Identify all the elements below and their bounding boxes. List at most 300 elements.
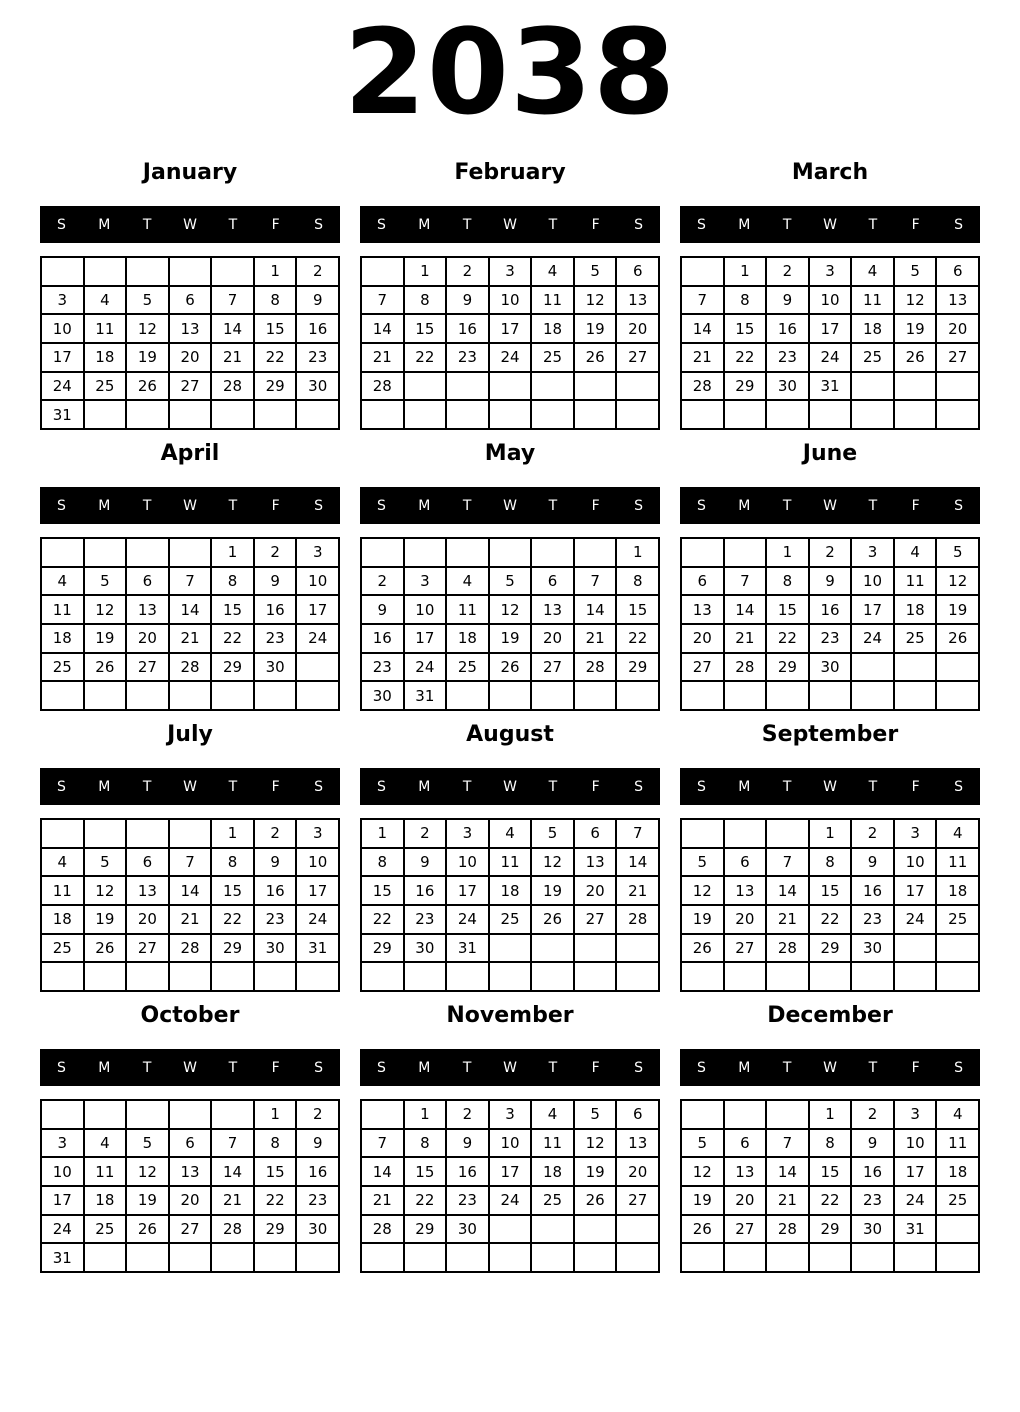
day-cell: 15 — [404, 1157, 447, 1186]
month-name: June — [802, 441, 858, 466]
day-cell: 8 — [616, 567, 659, 596]
day-cell — [724, 538, 767, 567]
weekday-label: F — [271, 778, 280, 795]
day-cell — [296, 400, 339, 429]
day-cell: 12 — [894, 286, 937, 315]
day-cell: 22 — [254, 1186, 297, 1215]
weekday-label: S — [634, 497, 644, 514]
day-cell: 8 — [211, 848, 254, 877]
day-cell: 17 — [296, 876, 339, 905]
day-cell: 7 — [211, 286, 254, 315]
month-name: October — [140, 1003, 240, 1028]
day-cell: 26 — [574, 1186, 617, 1215]
day-cell: 7 — [681, 286, 724, 315]
day-cell — [361, 962, 404, 991]
day-cell — [616, 1243, 659, 1272]
weekday-label: T — [548, 1059, 558, 1076]
weekday-label: S — [696, 1059, 706, 1076]
weekday-label: M — [418, 216, 431, 233]
day-cell — [126, 400, 169, 429]
day-cell: 5 — [574, 257, 617, 286]
day-cell: 19 — [574, 314, 617, 343]
day-cell: 24 — [894, 905, 937, 934]
day-cell — [126, 1243, 169, 1272]
day-cell: 30 — [361, 681, 404, 710]
day-cell: 4 — [936, 1100, 979, 1129]
weekday-label: T — [548, 497, 558, 514]
day-cell — [531, 681, 574, 710]
day-cell: 12 — [84, 595, 127, 624]
weekday-label: S — [634, 778, 644, 795]
day-cell: 31 — [296, 934, 339, 963]
weekday-label: T — [868, 497, 878, 514]
day-cell: 19 — [681, 1186, 724, 1215]
day-cell: 18 — [531, 314, 574, 343]
day-cell: 19 — [894, 314, 937, 343]
day-cell: 24 — [894, 1186, 937, 1215]
month-calendar — [40, 159, 340, 430]
day-cell: 12 — [574, 286, 617, 315]
day-cell: 10 — [894, 848, 937, 877]
day-cell: 24 — [489, 1186, 532, 1215]
day-cell: 5 — [681, 848, 724, 877]
day-cell — [169, 819, 212, 848]
day-cell: 10 — [851, 567, 894, 596]
day-cell: 2 — [404, 819, 447, 848]
day-cell — [936, 1215, 979, 1244]
day-cell — [616, 400, 659, 429]
day-cell: 17 — [489, 314, 532, 343]
day-cell: 1 — [254, 257, 297, 286]
day-cell: 26 — [894, 343, 937, 372]
day-cell: 5 — [894, 257, 937, 286]
day-cell: 8 — [766, 567, 809, 596]
day-cell: 6 — [724, 848, 767, 877]
day-cell — [766, 1243, 809, 1272]
day-cell: 14 — [766, 1157, 809, 1186]
day-cell: 26 — [84, 653, 127, 682]
day-cell: 4 — [84, 1129, 127, 1158]
day-cell: 15 — [766, 595, 809, 624]
day-cell — [169, 538, 212, 567]
day-cell — [681, 681, 724, 710]
day-cell: 15 — [361, 876, 404, 905]
day-cell: 21 — [766, 905, 809, 934]
weekday-label: W — [823, 216, 837, 233]
day-cell: 16 — [446, 314, 489, 343]
day-cell: 11 — [531, 1129, 574, 1158]
day-cell — [766, 681, 809, 710]
weekday-label: T — [228, 778, 238, 795]
weekday-label: S — [56, 778, 66, 795]
day-cell: 25 — [851, 343, 894, 372]
day-cell — [41, 538, 84, 567]
day-cell: 22 — [809, 905, 852, 934]
day-cell: 17 — [404, 624, 447, 653]
day-cell — [724, 819, 767, 848]
day-cell — [766, 819, 809, 848]
day-cell: 27 — [531, 653, 574, 682]
day-cell: 30 — [254, 934, 297, 963]
day-cell: 12 — [126, 1157, 169, 1186]
day-cell: 28 — [361, 372, 404, 401]
day-cell: 7 — [616, 819, 659, 848]
day-cell: 21 — [169, 905, 212, 934]
weekday-label: T — [868, 216, 878, 233]
weekday-label: F — [271, 497, 280, 514]
day-cell — [766, 962, 809, 991]
month-name: January — [142, 160, 238, 185]
day-cell — [446, 1243, 489, 1272]
day-cell: 7 — [169, 567, 212, 596]
weekday-label: S — [376, 778, 386, 795]
day-cell: 4 — [531, 1100, 574, 1129]
day-cell: 11 — [531, 286, 574, 315]
day-cell — [894, 962, 937, 991]
day-cell: 15 — [211, 595, 254, 624]
day-cell: 12 — [574, 1129, 617, 1158]
day-cell: 22 — [404, 343, 447, 372]
day-cell — [894, 400, 937, 429]
weekday-header-row — [360, 768, 660, 805]
day-cell: 12 — [936, 567, 979, 596]
day-cell — [169, 1100, 212, 1129]
day-cell: 22 — [211, 905, 254, 934]
day-cell: 6 — [169, 286, 212, 315]
day-cell: 17 — [851, 595, 894, 624]
weekday-label: F — [271, 1059, 280, 1076]
day-cell: 16 — [851, 1157, 894, 1186]
day-cell: 27 — [574, 905, 617, 934]
day-cell: 9 — [766, 286, 809, 315]
weekday-label: T — [462, 497, 472, 514]
day-cell: 20 — [936, 314, 979, 343]
day-cell: 19 — [531, 876, 574, 905]
day-cell — [361, 1243, 404, 1272]
day-cell: 14 — [169, 876, 212, 905]
day-cell: 2 — [766, 257, 809, 286]
day-cell: 5 — [126, 1129, 169, 1158]
day-cell — [169, 1243, 212, 1272]
day-cell: 28 — [169, 653, 212, 682]
month-name: May — [484, 441, 536, 466]
day-cell: 3 — [296, 819, 339, 848]
day-cell: 23 — [446, 343, 489, 372]
day-cell — [211, 681, 254, 710]
day-cell: 2 — [809, 538, 852, 567]
weekday-header-row — [360, 487, 660, 524]
day-cell: 20 — [169, 343, 212, 372]
day-cell — [574, 962, 617, 991]
month-name: July — [167, 722, 213, 747]
day-cell: 26 — [489, 653, 532, 682]
day-cell — [574, 1215, 617, 1244]
weekday-header-row — [40, 1049, 340, 1086]
day-cell: 6 — [126, 567, 169, 596]
day-cell: 13 — [531, 595, 574, 624]
day-cell: 7 — [169, 848, 212, 877]
day-cell: 9 — [254, 848, 297, 877]
weekday-label: W — [823, 1059, 837, 1076]
day-cell: 19 — [84, 624, 127, 653]
day-cell — [404, 372, 447, 401]
weekday-label: M — [738, 216, 751, 233]
day-cell: 11 — [84, 314, 127, 343]
day-cell: 17 — [446, 876, 489, 905]
dates-grid — [680, 537, 980, 711]
month-calendar — [680, 440, 980, 711]
day-cell: 8 — [361, 848, 404, 877]
day-cell — [254, 962, 297, 991]
day-cell: 1 — [724, 257, 767, 286]
day-cell: 21 — [574, 624, 617, 653]
day-cell — [574, 1243, 617, 1272]
day-cell: 1 — [254, 1100, 297, 1129]
weekday-label: S — [376, 1059, 386, 1076]
weekday-label: T — [142, 216, 152, 233]
weekday-label: S — [376, 216, 386, 233]
day-cell: 21 — [681, 343, 724, 372]
day-cell: 9 — [254, 567, 297, 596]
weekday-label: S — [696, 778, 706, 795]
day-cell: 20 — [126, 624, 169, 653]
weekday-label: T — [142, 1059, 152, 1076]
day-cell: 8 — [404, 286, 447, 315]
day-cell: 25 — [41, 934, 84, 963]
day-cell: 27 — [169, 372, 212, 401]
weekday-label: M — [738, 778, 751, 795]
dates-grid — [360, 1099, 660, 1273]
day-cell — [616, 962, 659, 991]
day-cell: 6 — [681, 567, 724, 596]
month-name: March — [791, 160, 869, 185]
weekday-header-row — [40, 206, 340, 243]
day-cell — [531, 400, 574, 429]
day-cell: 22 — [361, 905, 404, 934]
day-cell: 28 — [766, 1215, 809, 1244]
day-cell: 3 — [41, 286, 84, 315]
weekday-label: W — [183, 1059, 197, 1076]
day-cell — [84, 538, 127, 567]
day-cell — [126, 1100, 169, 1129]
day-cell: 19 — [936, 595, 979, 624]
weekday-label: T — [228, 216, 238, 233]
day-cell: 6 — [936, 257, 979, 286]
year-title: 2038 — [343, 3, 677, 141]
weekday-label: S — [634, 216, 644, 233]
day-cell: 19 — [84, 905, 127, 934]
day-cell: 24 — [851, 624, 894, 653]
day-cell: 3 — [489, 1100, 532, 1129]
day-cell — [296, 653, 339, 682]
day-cell — [936, 962, 979, 991]
month-calendar — [680, 721, 980, 992]
day-cell: 24 — [446, 905, 489, 934]
day-cell: 31 — [404, 681, 447, 710]
weekday-label: M — [738, 497, 751, 514]
day-cell: 30 — [296, 1215, 339, 1244]
day-cell: 1 — [766, 538, 809, 567]
day-cell — [616, 372, 659, 401]
dates-grid — [40, 1099, 340, 1273]
day-cell: 9 — [361, 595, 404, 624]
dates-grid — [40, 818, 340, 992]
day-cell: 17 — [296, 595, 339, 624]
day-cell — [681, 962, 724, 991]
day-cell — [84, 400, 127, 429]
weekday-label: F — [591, 216, 600, 233]
day-cell: 29 — [616, 653, 659, 682]
day-cell — [446, 538, 489, 567]
day-cell — [531, 1215, 574, 1244]
day-cell: 30 — [296, 372, 339, 401]
day-cell: 10 — [296, 567, 339, 596]
day-cell — [766, 1100, 809, 1129]
day-cell: 22 — [809, 1186, 852, 1215]
day-cell: 7 — [766, 1129, 809, 1158]
day-cell: 23 — [446, 1186, 489, 1215]
day-cell: 18 — [446, 624, 489, 653]
day-cell: 5 — [126, 286, 169, 315]
day-cell: 6 — [574, 819, 617, 848]
day-cell: 18 — [41, 905, 84, 934]
day-cell: 20 — [126, 905, 169, 934]
day-cell: 10 — [41, 1157, 84, 1186]
day-cell: 3 — [894, 819, 937, 848]
day-cell — [894, 372, 937, 401]
day-cell: 9 — [851, 1129, 894, 1158]
day-cell: 5 — [489, 567, 532, 596]
month-name: September — [761, 722, 899, 747]
day-cell: 20 — [724, 1186, 767, 1215]
day-cell — [531, 962, 574, 991]
day-cell: 28 — [211, 372, 254, 401]
weekday-label: T — [228, 1059, 238, 1076]
day-cell — [681, 400, 724, 429]
day-cell — [851, 372, 894, 401]
day-cell: 14 — [724, 595, 767, 624]
day-cell: 7 — [724, 567, 767, 596]
weekday-header-row — [680, 768, 980, 805]
day-cell: 10 — [404, 595, 447, 624]
day-cell — [126, 681, 169, 710]
weekday-header-row — [360, 206, 660, 243]
day-cell: 15 — [404, 314, 447, 343]
day-cell: 30 — [809, 653, 852, 682]
day-cell: 26 — [681, 1215, 724, 1244]
day-cell: 29 — [724, 372, 767, 401]
day-cell: 16 — [446, 1157, 489, 1186]
day-cell: 23 — [766, 343, 809, 372]
day-cell: 19 — [681, 905, 724, 934]
day-cell: 22 — [766, 624, 809, 653]
day-cell — [851, 962, 894, 991]
day-cell — [489, 538, 532, 567]
day-cell: 31 — [894, 1215, 937, 1244]
weekday-label: W — [503, 778, 517, 795]
weekday-label: W — [183, 497, 197, 514]
day-cell: 27 — [169, 1215, 212, 1244]
day-cell — [724, 962, 767, 991]
weekday-label: S — [314, 216, 324, 233]
month-name: April — [160, 441, 220, 466]
day-cell: 21 — [211, 343, 254, 372]
day-cell: 13 — [126, 876, 169, 905]
day-cell: 17 — [894, 1157, 937, 1186]
day-cell: 8 — [254, 1129, 297, 1158]
day-cell — [681, 538, 724, 567]
day-cell — [936, 1243, 979, 1272]
day-cell: 20 — [574, 876, 617, 905]
day-cell: 23 — [361, 653, 404, 682]
day-cell: 2 — [851, 1100, 894, 1129]
day-cell: 15 — [809, 876, 852, 905]
weekday-header-row — [40, 487, 340, 524]
day-cell: 2 — [254, 819, 297, 848]
day-cell — [211, 400, 254, 429]
day-cell: 27 — [126, 934, 169, 963]
day-cell: 11 — [41, 876, 84, 905]
day-cell — [404, 400, 447, 429]
weekday-label: S — [314, 778, 324, 795]
weekday-label: F — [591, 778, 600, 795]
day-cell: 19 — [126, 343, 169, 372]
day-cell: 1 — [809, 819, 852, 848]
day-cell: 12 — [126, 314, 169, 343]
weekday-label: T — [462, 216, 472, 233]
day-cell — [531, 934, 574, 963]
day-cell: 12 — [84, 876, 127, 905]
month-calendar — [40, 1002, 340, 1273]
weekday-label: T — [228, 497, 238, 514]
day-cell: 9 — [851, 848, 894, 877]
weekday-header-row — [680, 1049, 980, 1086]
dates-grid — [40, 256, 340, 430]
day-cell: 8 — [809, 1129, 852, 1158]
day-cell — [851, 1243, 894, 1272]
day-cell: 4 — [531, 257, 574, 286]
day-cell: 2 — [446, 257, 489, 286]
day-cell: 11 — [894, 567, 937, 596]
dates-grid — [680, 818, 980, 992]
day-cell — [84, 257, 127, 286]
day-cell: 5 — [936, 538, 979, 567]
day-cell: 31 — [41, 1243, 84, 1272]
day-cell: 5 — [84, 567, 127, 596]
day-cell: 2 — [361, 567, 404, 596]
day-cell: 23 — [296, 1186, 339, 1215]
weekday-label: W — [503, 497, 517, 514]
day-cell: 7 — [211, 1129, 254, 1158]
weekday-label: M — [98, 778, 111, 795]
day-cell — [211, 257, 254, 286]
day-cell: 28 — [724, 653, 767, 682]
day-cell: 30 — [851, 934, 894, 963]
day-cell — [169, 681, 212, 710]
day-cell — [616, 1215, 659, 1244]
weekday-header-row — [680, 487, 980, 524]
day-cell — [211, 962, 254, 991]
day-cell: 29 — [766, 653, 809, 682]
day-cell: 21 — [361, 1186, 404, 1215]
weekday-label: M — [98, 216, 111, 233]
day-cell: 14 — [766, 876, 809, 905]
day-cell: 4 — [41, 848, 84, 877]
day-cell: 29 — [254, 372, 297, 401]
weekday-label: T — [548, 778, 558, 795]
day-cell: 30 — [766, 372, 809, 401]
day-cell: 28 — [361, 1215, 404, 1244]
